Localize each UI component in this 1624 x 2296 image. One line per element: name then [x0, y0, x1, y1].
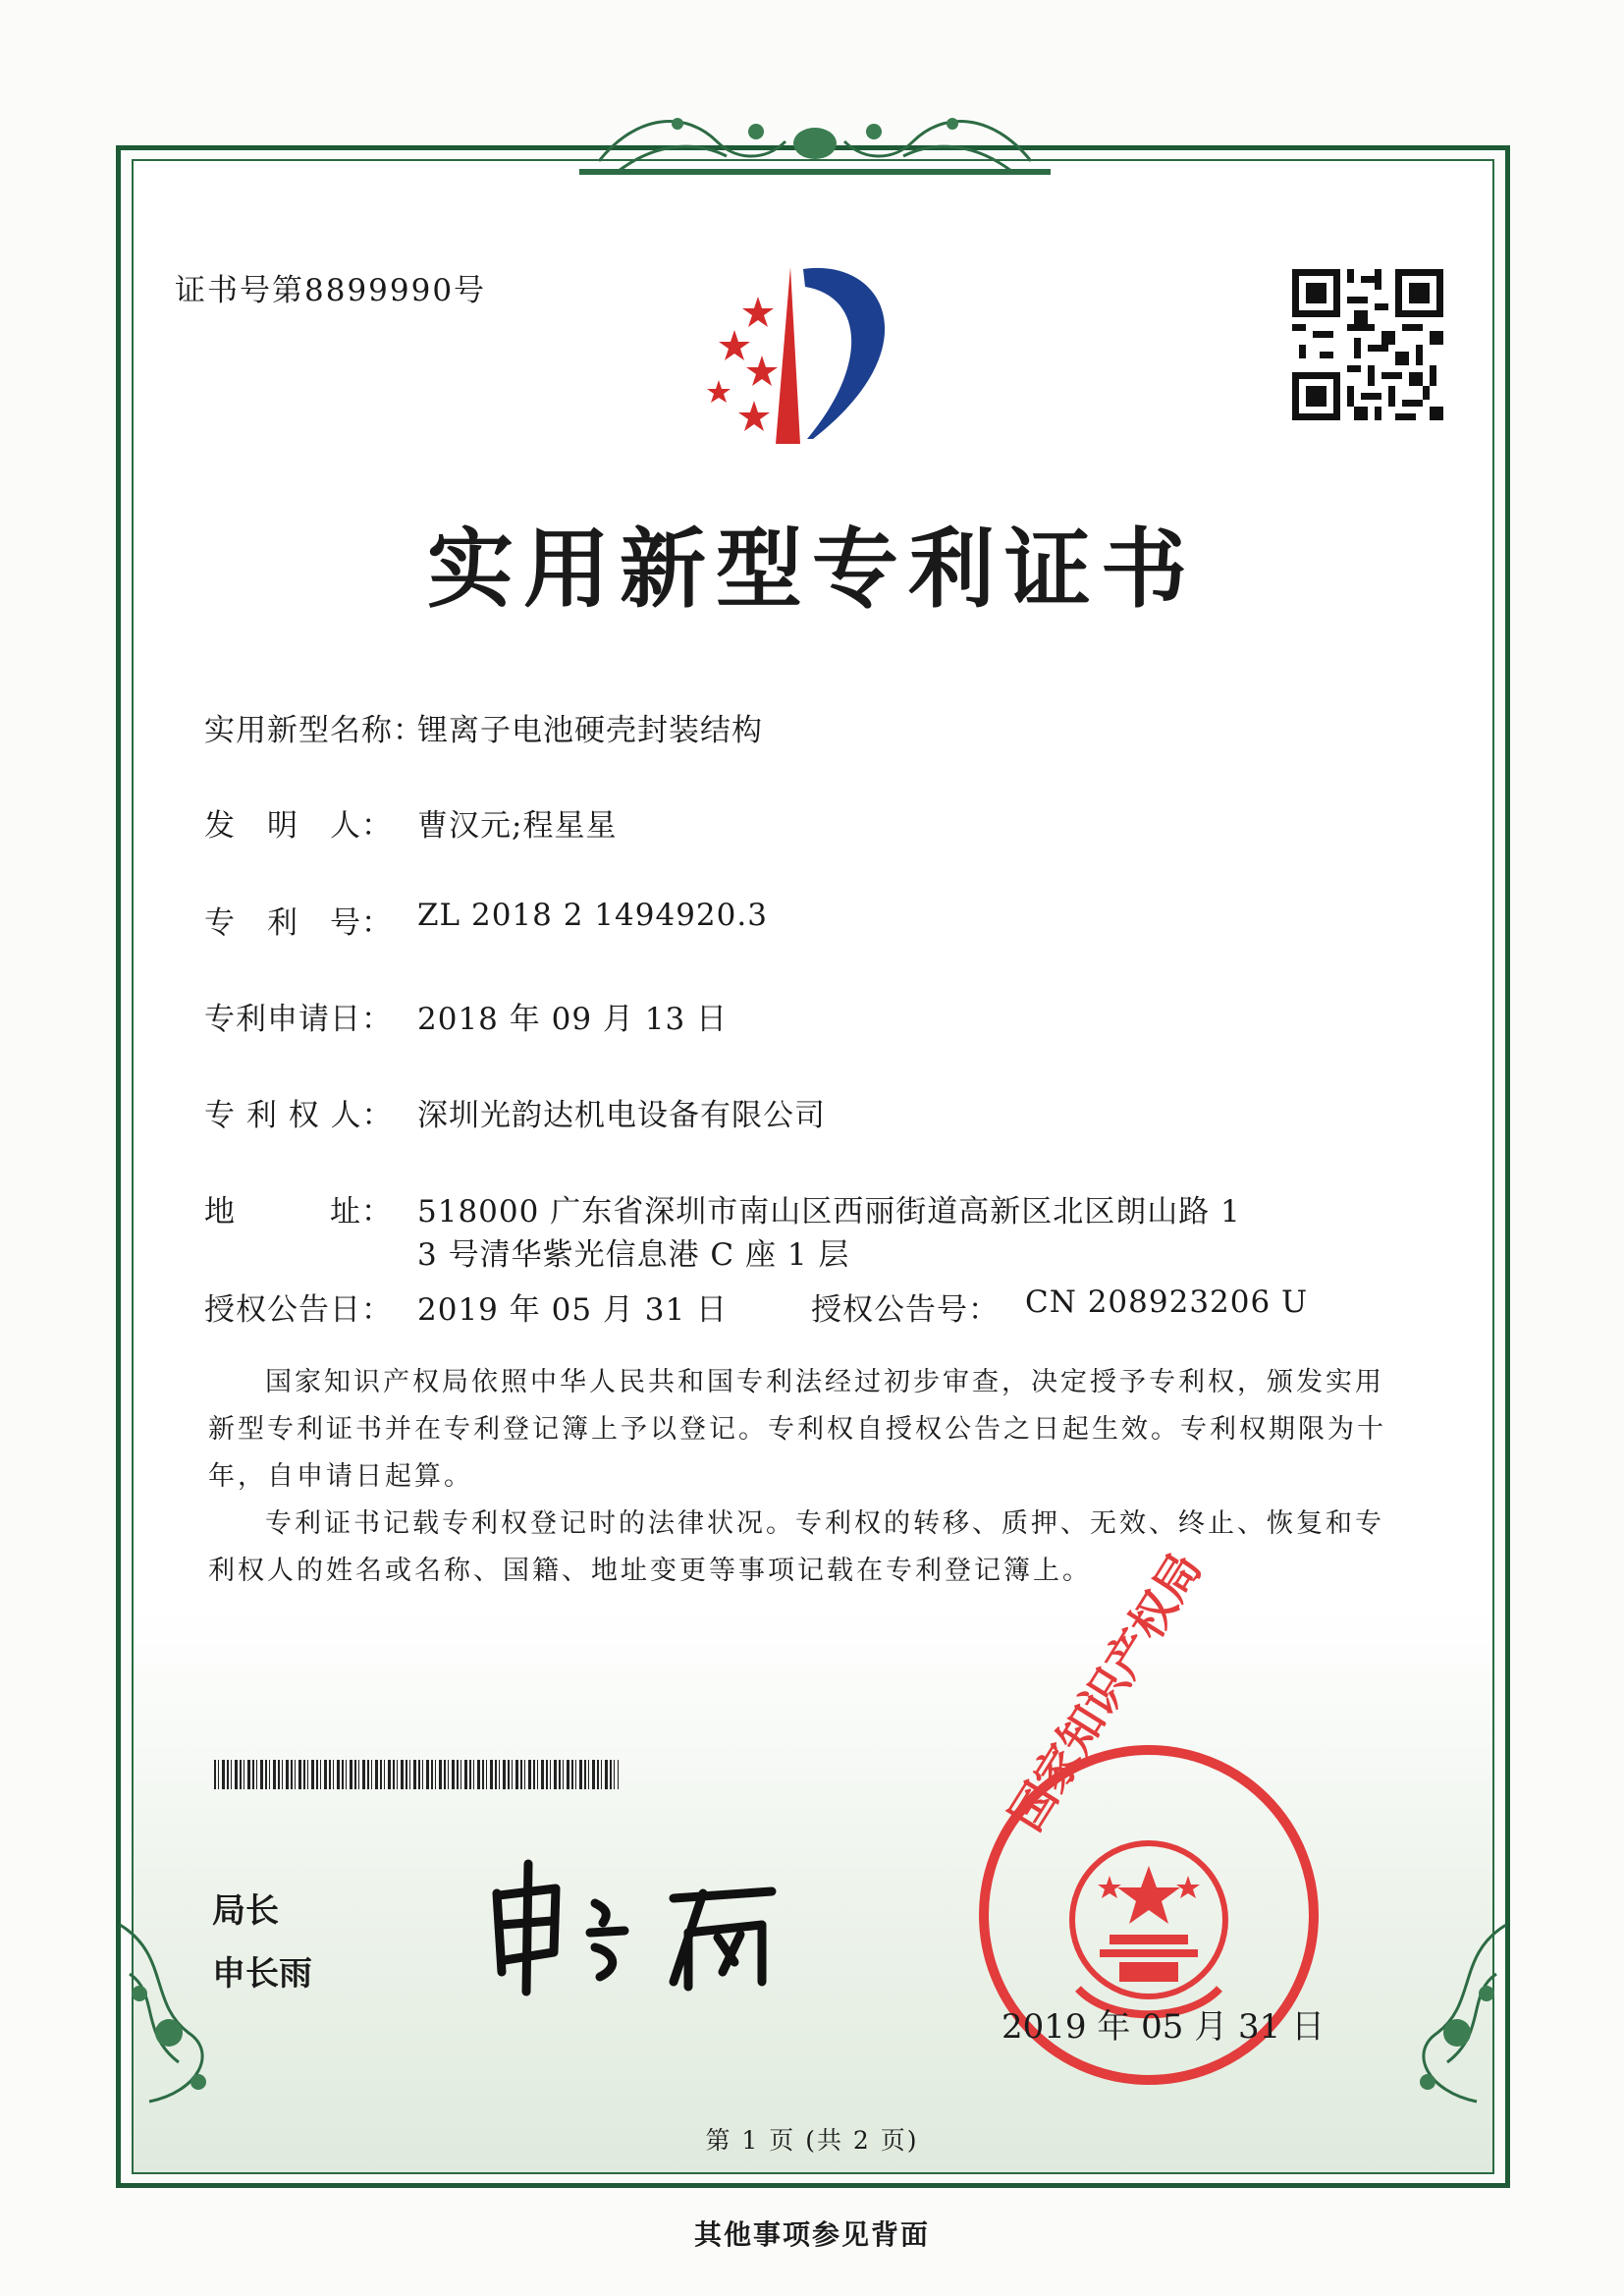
grant-no-label: 授权公告号： — [811, 1292, 1000, 1328]
seal-date: 2019 年 05 月 31 日 — [1001, 2007, 1326, 2047]
address-line-1: 518000 广东省深圳市南山区西丽街道高新区北区朗山路 1 — [417, 1194, 1241, 1230]
body-p1-line1: 国家知识产权局依照中华人民共和国专利法经过初步审查，决定授予专利权，颁发实用 — [265, 1367, 1384, 1397]
page-indicator: 第 1 页 (共 2 页) — [705, 2126, 919, 2155]
patentee-label: 专 利 权 人： — [204, 1098, 394, 1133]
body-p2-line1: 专利证书记载专利权登记时的法律状况。专利权的转移、质押、无效、终止、恢复和专 — [265, 1508, 1384, 1539]
address-label: 地 址： — [204, 1194, 393, 1230]
name-label: 实用新型名称： — [204, 713, 424, 748]
inventor-label: 发 明 人： — [204, 808, 393, 844]
certificate-number: 证书号第8899990号 — [175, 273, 487, 308]
filing-date-label: 专利申请日： — [204, 1002, 393, 1037]
qr-code-icon — [1292, 269, 1443, 420]
filing-date-value: 2018 年 09 月 13 日 — [417, 1002, 729, 1037]
bottom-left-ornament — [110, 1915, 247, 2111]
body-p1-line2: 新型专利证书并在专利登记簿上予以登记。专利权自授权公告之日起生效。专利权期限为十 — [208, 1414, 1386, 1445]
bottom-right-ornament — [1379, 1915, 1516, 2111]
name-value: 锂离子电池硬壳封装结构 — [417, 713, 763, 748]
director-title: 局长 — [212, 1891, 279, 1931]
address-line-2: 3 号清华紫光信息港 C 座 1 层 — [417, 1237, 850, 1273]
patent-no-label: 专 利 号： — [204, 905, 393, 941]
director-signature — [477, 1854, 811, 2001]
certificate-title: 实用新型专利证书 — [426, 518, 1197, 620]
patentee-value: 深圳光韵达机电设备有限公司 — [417, 1098, 826, 1133]
grant-no-value: CN 208923206 U — [1025, 1285, 1309, 1320]
patent-no-value: ZL 2018 2 1494920.3 — [417, 898, 768, 933]
body-p1-line3: 年，自申请日起算。 — [208, 1461, 473, 1492]
grant-date-label: 授权公告日： — [204, 1292, 393, 1328]
top-ornament — [579, 102, 1051, 181]
cnipa-logo — [697, 257, 943, 454]
footer-note: 其他事项参见背面 — [693, 2218, 930, 2251]
inventor-value: 曹汉元;程星星 — [417, 808, 618, 844]
director-name: 申长雨 — [212, 1954, 312, 1994]
barcode-icon — [214, 1760, 619, 1789]
grant-date-value: 2019 年 05 月 31 日 — [417, 1292, 729, 1328]
body-p2-line2: 利权人的姓名或名称、国籍、地址变更等事项记载在专利登记簿上。 — [208, 1556, 1092, 1586]
